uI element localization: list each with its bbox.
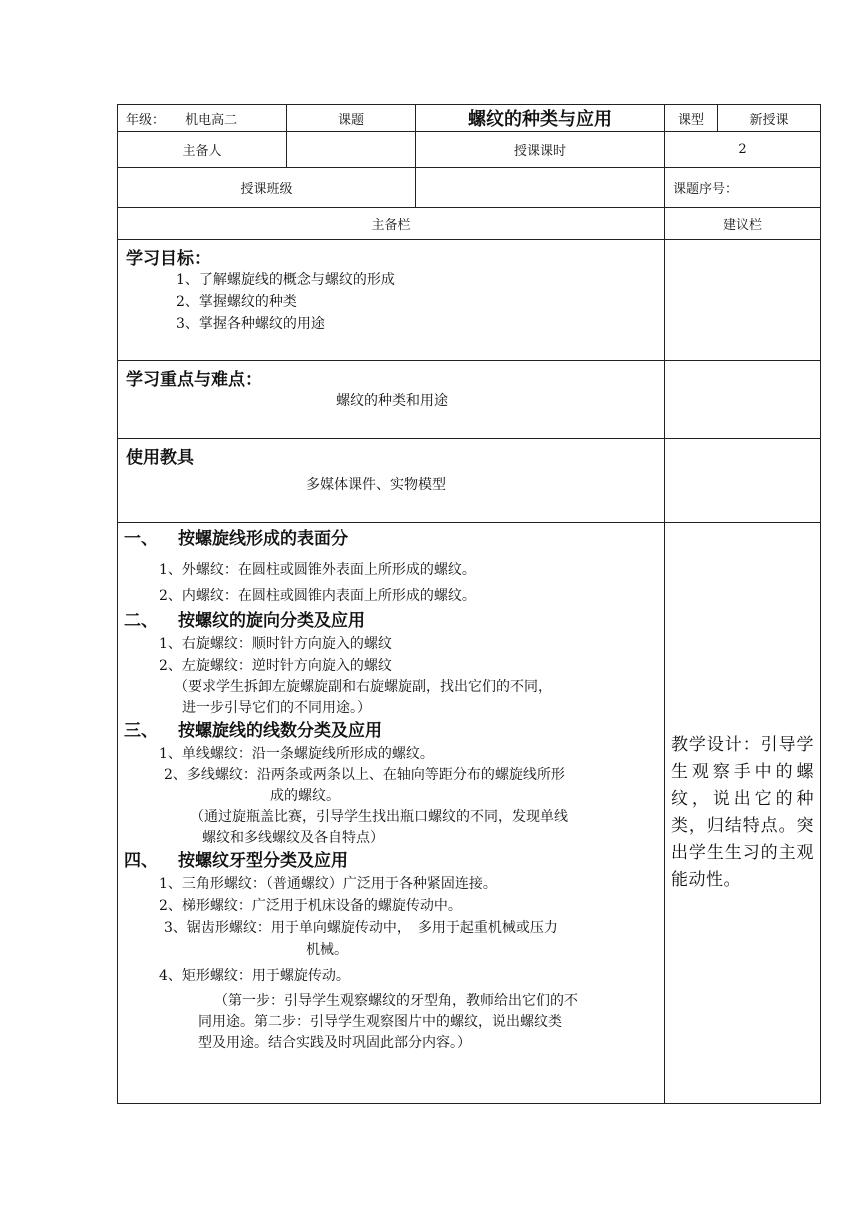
section-heading: 二、 按螺纹的旋向分类及应用 [124, 611, 365, 631]
grade-value: 机电高二 [185, 112, 238, 128]
lesson-plan-table [117, 104, 821, 1104]
tools-heading: 使用教具 [126, 448, 194, 468]
grade-label: 年级： [126, 112, 166, 128]
tools-cell [118, 439, 665, 523]
teaching-design-advice: 教学设计：引导学生观察手中的螺纹，说出它的种类，归结特点。突出学生生习的主观能动性。 [665, 523, 821, 1104]
preparer-value [287, 132, 416, 168]
section-note: （通过旋瓶盖比赛，引导学生找出瓶口螺纹的不同，发现单线 [190, 809, 568, 825]
preparer-label: 主备人 [118, 132, 287, 168]
objectives-heading: 学习目标： [126, 249, 211, 269]
section-item: 1、单线螺纹：沿一条螺旋线所形成的螺纹。 [159, 746, 434, 762]
section-note: （第一步：引导学生观察螺纹的牙型角，教师给出它们的不 [214, 993, 578, 1009]
hours-value: 2 [665, 132, 821, 168]
tools-row [118, 439, 821, 523]
objective-item: 3、掌握各种螺纹的用途 [176, 316, 325, 332]
section-note: （要求学生拆卸左旋螺旋副和右旋螺旋副，找出它们的不同， [174, 679, 552, 695]
objectives-advice-cell [665, 240, 821, 361]
seq-label: 课题序号： [665, 168, 821, 208]
key-points-text: 螺纹的种类和用途 [336, 393, 448, 409]
main-column-header: 主备栏 [118, 208, 665, 240]
key-points-advice-cell [665, 361, 821, 439]
key-points-heading: 学习重点与难点： [126, 370, 262, 390]
section-item: 机械。 [306, 942, 348, 958]
section-item: 2、多线螺纹：沿两条或两条以上、在轴向等距分布的螺旋线所形 [164, 767, 565, 783]
section-item: 2、左旋螺纹：逆时针方向旋入的螺纹 [159, 658, 392, 674]
header-row-3 [118, 168, 821, 208]
section-note: 螺纹和多线螺纹及各自特点） [202, 830, 384, 846]
objective-item: 1、了解螺旋线的概念与螺纹的形成 [176, 272, 395, 288]
section-item: 2、内螺纹：在圆柱或圆锥内表面上所形成的螺纹。 [159, 588, 476, 604]
header-row-1 [118, 105, 821, 132]
column-header-row [118, 208, 821, 240]
section-item: 1、外螺纹：在圆柱或圆锥外表面上所形成的螺纹。 [159, 562, 476, 578]
header-row-2 [118, 132, 821, 168]
section-item: 1、三角形螺纹：（普通螺纹）广泛用于各种紧固连接。 [159, 876, 497, 892]
content-cell [118, 523, 665, 1104]
section-item: 成的螺纹。 [270, 788, 340, 804]
tools-text: 多媒体课件、实物模型 [306, 477, 446, 493]
section-note: 同用途。第二步：引导学生观察图片中的螺纹，说出螺纹类 [198, 1014, 562, 1030]
lesson-plan-sheet [117, 104, 820, 1104]
type-label: 课型 [665, 105, 718, 132]
key-points-cell [118, 361, 665, 439]
type-value: 新授课 [718, 105, 821, 132]
topic-value: 螺纹的种类与应用 [416, 105, 665, 132]
grade-cell [118, 105, 287, 132]
objectives-row [118, 240, 821, 361]
class-value [416, 168, 665, 208]
advice-column-header: 建议栏 [665, 208, 821, 240]
section-item: 2、梯形螺纹：广泛用于机床设备的螺旋传动中。 [159, 898, 462, 914]
key-points-row [118, 361, 821, 439]
section-heading: 三、 按螺旋线的线数分类及应用 [124, 721, 382, 741]
objectives-cell [118, 240, 665, 361]
hours-label: 授课课时 [416, 132, 665, 168]
topic-label: 课题 [287, 105, 416, 132]
content-row [118, 523, 821, 1104]
section-heading: 四、 按螺纹牙型分类及应用 [124, 851, 348, 871]
section-note: 进一步引导它们的不同用途。） [182, 700, 371, 716]
section-heading: 一、 按螺旋线形成的表面分 [124, 529, 348, 549]
class-label: 授课班级 [118, 168, 416, 208]
objective-item: 2、掌握螺纹的种类 [176, 294, 297, 310]
section-item: 4、矩形螺纹：用于螺旋传动。 [159, 968, 350, 984]
section-item: 1、右旋螺纹：顺时针方向旋入的螺纹 [159, 636, 392, 652]
section-note: 型及用途。结合实践及时巩固此部分内容。） [198, 1035, 471, 1051]
tools-advice-cell [665, 439, 821, 523]
section-item: 3、锯齿形螺纹：用于单向螺旋传动中， 多用于起重机械或压力 [164, 920, 558, 936]
